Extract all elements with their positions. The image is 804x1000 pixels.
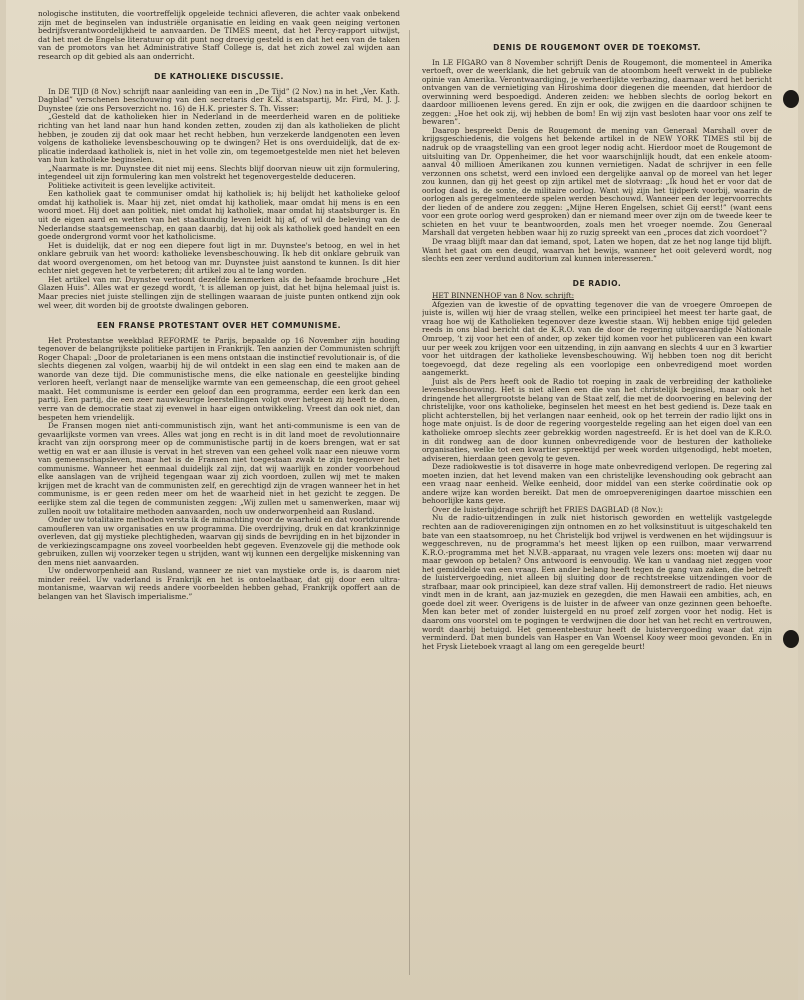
paragraph: De vraag blijft maar dan dat iemand, spot, Laten we hopen, dat ze het nog lange tijd blijft. Want het gaat om een deugd, waarvan het bewijs, wanneer het ooit geleverd wordt, nog slechts een zeer verdund auditorium zal kunnen interesseren.” [422,237,772,264]
paragraph: Afgezien van de kwestie of de opvatting tegenover die van de vroegere Omroepen de juiste is, willen wij hier de vraag stellen, welke een principieel het meest ter harte gaat, de vraag hoe wij de Katholieken tegenover deze kwestie staan. Wij hebben enige tijd geleden reeds in ons blad bericht dat de K.R.O. van de door de regering uitgevaardigde Nationale Omroep, ’t zij voor het een of ander, op zeker tijd komen voor het publiceren van een kwart uur per week zou krijgen voor een uitzending, in zijn aanvang en slechts 4 uur en 3 kwartier voor het uitdragen der katholieke levensbeschouwing. Wij hebben toen nog dit bericht toegevoegd, dat deze regeling als een voorlopige een onbevredigend moet worden aangemerkt. [422,299,772,378]
right-column [422,44,772,982]
punch-hole-lower [783,630,799,648]
paragraph: „Gesteld dat de katholieken hier in Nederland in de meerderheid waren en de politieke richting van het land naar hun hand konden zetten, zouden zij dan als katholieken de plicht hebben, je zouden zij dat ook maar het recht hebben, hun verzekerde landgenoten een leven volgens de katholieke levensbeschouwing op te dwingen? Het is ons overduidelijk, dat de ex-plicatie inderdaad katholiek is, niet in het volle zin, om tegemoetgestelde men niet het beleven van hun katholieke beginselen. [38,112,400,165]
paragraph: Over de luisterbijdrage schrijft het FRIES DAGBLAD (8 Nov.): [432,504,663,514]
heading-de-radio: DE RADIO. [572,278,622,288]
heading-franse-protestant: EEN FRANSE PROTESTANT OVER HET COMMUNISME. [96,321,342,331]
document-page [6,0,798,1000]
paragraph: Politieke activiteit is geen levelijke activiteit. [48,180,216,190]
paragraph: In LE FIGARO van 8 November schrijft Denis de Rougemont, die momenteel in Amerika vertoeft, over de weerklank, die het gebruik van de atoombom heeft verwekt in de publieke opinie van Amerika. Verontwaardiging, je verheerlijkte verbazing, daarnaar werd het bericht ontvangen van de vernietiging van Hiroshima door diegenen die meenden, dat hierdoor de overwinning werd bespoedigd. Anderen zeiden: we hebben slechts de oorlog bekort en daardoor millioenen levens gered. En zijn er ook, die zwijgen en die daardoor schijnen te zeggen: „Hoe het ook zij, wij hebben de bom! En wij zijn vast besloten haar voor ons zelf te bewaren”. [422,57,772,127]
paragraph: Uw onderworpenheid aan Rusland, wanneer ze niet van mystieke orde is, is daarom niet minder reëel. Uw vaderland is Frankrijk en het is ontoelaatbaar, dat gij door een ultra-montanisme, waarvan wij reeds andere voorbeelden hebben gehad, Frankrijk opoffert aan de belangen van het Slavisch imperialisme.” [38,566,400,601]
paragraph: Het artikel van mr. Duynstee vertoont dezelfde kenmerken als de befaamde brochure „Het Glazen Huis”. Alles wat er gezegd wordt, ’t is alleman op juist, dat het bijna helemaal juist is. Maar precies niet juiste stellingen zijn de stellingen waaraan de juiste punten ontkend zijn ook wel weer, dit worden bij de grootste dwalingen geboren. [38,274,400,310]
paragraph: Deze radiokwestie is tot disaverre in hoge mate onbevredigend verlopen. De regering zal moeten inzien, dat het levend maken van een christelijke levenshouding ook gebracht aan een vraag naar eenheid. Welke eenheid, door middel van een sterke coördinatie ook op andere wijze kan worden bereikt. Dat men de omroepverenigingen daartoe misschien een behoorlijke kans geve. [422,462,772,506]
heading-rougemont: DENIS DE ROUGEMONT OVER DE TOEKOMST. [493,44,701,52]
punch-hole-upper [783,90,799,108]
paragraph: Een katholiek gaat te communiser omdat hij katholiek is; hij belijdt het katholieke geloof omdat hij katholiek is. Maar hij zet, niet omdat hij katholiek, maar omdat hij mens is en een woord moet. Hij doet aan politiek, niet omdat hij katholiek, maar omdat hij staatsburger is. En uit de eigen aard en wetten van het staatkundig leven leidt hij af, of wil de beleving van de Nederlandse staatsgemeenschap, en gaan daarbij, dat hij ook als katholiek goed handelt en een goede ondergrond vormt voor het katholicisme. [38,189,400,242]
paragraph: Het Protestantse weekblad REFORME te Parijs, bepaalde op 16 November zijn houding tegenover de belangrijkste politieke partijen in Frankrijk. Ten aanzien der Communisten schrijft Roger Chapal: „Door de proletarianen is een mens ontstaan die instinctief revolutionair is, of die slechts diegenen zal volgen, waarbij hij de wil ontdekt in een slag een eind te maken aan de wanorde van deze tijd. Die communistische mens, die elke nationale en geestelijke binding verloren heeft, verlangt naar de menselijke warmte van een gemeenschap, die een groot geheel maakt. Het communisme is eerder een geloof dan een programma, eerder een kerk dan een partij. Een partij, die een zeer nauwkeurige leerstellingen volgt over hetgeen zij heeft te doen, verre van de democratie staat zij evenwel in haar eigen ontwikkeling. Vreest dan ook niet, dan bespeten hem vriendelijk. [38,335,400,422]
left-column [38,10,400,985]
intro-paragraph: nologische instituten, die voortreffelijk opgeleide technici afleveren, die achter vaak onbekend zijn met de beginselen van industriële organisatie en leiding en vaak geen neiging vertonen bedrijfsverantwoordelijkheid te aanvaarden. De TIMES meent, dat het Percy-rapport uitwijst, dat het met de Engelse literatuur op dit punt nog droevig gesteld is en dat het een van de taken van de promotors van het Administrative Staff College is, dat het zich zowel zal wijden aan research op dit gebied als aan onderricht. [38,10,400,61]
paragraph: Juist als de Pers heeft ook de Radio tot roeping in zaak de verbreiding der katholieke levensbeschouwing. Het is niet alleen een die van het christelijk beginsel, maar ook het dringende het allergrootste belang van de Staat zelf, die met de doorvoering en beleving der christelijke, voor ons katholieke, beginselen het meest en het best gediend is. Deze taak en plicht achterstellen, bij het verlangen naar eenheid, ook op het terrein der radio lijkt ons in hoge mate onjuist. Is de door de regering voorgestelde regeling aan het eigen doel van een katholieke omroep slechts zeer gebrekkig worden nagestreefd. Er is het doel van de K.R.O. in dit rondweg aan de door kunnen onbevredigende voor de besturen der katholieke organisaties, welke tot een kwartier spreektijd per week worden uitgenodigd, hebt moeten, adviseren, hierdaan geen gevolg te geven. [422,376,772,463]
source-line: HET BINNENHOF van 8 Nov. schrijft: [432,291,575,301]
paragraph: Onder uw totalitaire methoden versta ik de minachting voor de waarheid en dat voortdurende camoufleren van uw organisaties en uw programma. Die overdrijving, druk en dat krankzinnige overleven, dat gij mystieke plechtigheden, waarvan gij sinds de bevrijding en in het bijzonder in de verkiezingscampagne ons zoveel voorbeelden hebt gegeven. Evenzovele gij die methode ook gebruiken, zullen wij voorzeker tegen u strijden, want wij kunnen een dergelijke miskenning van den mens niet aanvaarden. [38,515,400,567]
paragraph: „Naarmate is mr. Duynstee dit niet mij eens. Slechts blijf doorvan nieuw uit zijn formulering, integendeel uit zijn formulering kan men volstrekt het tegenovergestelde deduceren. [38,163,400,182]
paragraph: Het is duidelijk, dat er nog een diepere fout ligt in mr. Duynstee's betoog, en wel in het onklare gebruik van het woord: katholieke levensbeschouwing. Ik heb dit onklare gebruik van dat woord overgenomen, om het betoog van mr. Duynstee juist aanstond te kunnen. Is dit hier echter niet gegeven het te verbeteren; dit artikel zou al te lang worden. [38,240,400,276]
heading-katholieke-discussie: DE KATHOLIEKE DISCUSSIE. [154,72,284,82]
paragraph: Nu de radio-uitzendingen in zulk niet historisch geworden en wettelijk vastgelegde rechten aan de radioverenigingen zijn ontnomen en zo het volksinstituut is uitgeschakeld ten bate van een staatsomroep, nu het Christelijk bod vrijwel is verdwenen en het wijdingsuur is weggeschreven, nu de programma's het meest lijken op een ruilbon, maar verwarrend K.R.O.-programma met het N.V.B.-apparaat, nu vragen vele lezers ons: moeten wij daar nu maar gewoon op betalen? Ons antwoord is eenvoudig. We kan u vandaag niet zeggen voor het gemiddelde van een vraag. Een ander belang heeft tegen de gang van zaken, die betreft de luistervergoeding, niet alleen bij sluiting door de rechtstreekse uitzendingen voor de strafbaar, maar ook principieel, kan deze straf vallen. Hij demonstreert de radio. Het nieuws vindt men in de krant, aan jaz-muziek en gezegden, die men Hawaii een ambities, ach, en goede doel zit weer. Overigens is de luister in de afweer van onze gezinnen geen behoefte. Men kan beter met of zonder luistergeld en nu proef zelf zorgen voor het nodig. Het is daarom ons voorstel om te pogingen te verdwijnen die door het van het recht en vertrouwen, wordt daarbij betuigd. Het gemeentebestuur heeft de luistervergoeding waar dat zijn verminderd. Dat men bundels van Hasper en Van Woensel Kooy weer mooi gevonden. En in het Frysk Lieteboek vraagt al lang om een geregelde beurt! [422,513,772,651]
paragraph: De Fransen mogen niet anti-communistisch zijn, want het anti-communisme is een van de gevaarlijkste vormen van vrees. Alles wat jong en recht is in dit land moet de revolutionnaire kracht van zijn oorsprong meer op de communistische partij in de koers brengen, wat er sat wettig en wat er aan illusie is vervat in het streven van een geheel volk naar een nieuwe vorm van gemeenschapsleven, maar het is de Fransen niet toegestaan zwak te zijn tegenover het communisme. Wanneer het eenmaal duidelijk zal zijn, dat wij waarlijk en zonder voorbehoud elke aanslagen van de vrijheid tegengaan waar zij zich voordoen, zullen wij met te maken krijgen met de kracht van de communisten zelf, en gerechtigd zijn de vragen wanneer het in het communisme, is er geen reden meer om het de waarheid niet in het gezicht te zeggen. De eerlijke stem zal die tegen de communisten zeggen: „Wij zullen met u samenwerken, maar wij zullen nooit uw totalitaire methoden aanvaarden, noch uw onderworpenheid aan Rusland. [38,421,400,516]
paragraph: In DE TIJD (8 Nov.) schrijft naar aanleiding van een in „De Tijd” (2 Nov.) na in het „Ver. Kath. Dagblad” verschenen beschouwing van den secretaris der K.K. staatspartij, Mr. Fird, M. J. J. Duynstee (zie ons Persoverzicht no. 16) de H.K. priester S. Th. Visser: [38,86,400,113]
column-divider [409,30,410,975]
paragraph: Daarop bespreekt Denis de Rougemont de mening van Generaal Marshall over de krijgsgeschiedenis, die volgens het bekende artikel in de NEW YORK TIMES stil bij de nadruk op de vraagstelling van een groot leger nodig acht. Hierdoor moet de Rougemont de uitsluiting van Dr. Oppenheimer, die het voor waarschijnlijk houdt, dat een enkele atoom-aanval 40 millioen Amerikanen zou kunnen vernietigen. Nadat de schrijver in een felle verzonnen ons schetst, werd een invloed een dergelijke aanval op de moreel van het leger zou kunnen, dan gij het geest op zijn artikel met de slotvraag: „Ik houd het er voor dat de oorlog daad is, de sonte, de militaire oorlog. Want wij zijn het tijdperk voorbij, waarin de oorlogen als geregelmenteerde spelen werden beschouwd. Wanneer een der legervoorrechts der lieden of de andere zou zeggen: „Mijne Heren Engelsen, schiet Gij eerst!” (want eens voor een grote oorlog werd gesproken) dan er niemand meer over zijn om de tweede keer te schieten en het vuur te beantwoorden, zoals men het vroeger noemde. Zou Generaal Marshall dat vergeten hebben waar hij zo ruzig spreekt van een „proces dat zich voordoet”? [422,125,772,238]
